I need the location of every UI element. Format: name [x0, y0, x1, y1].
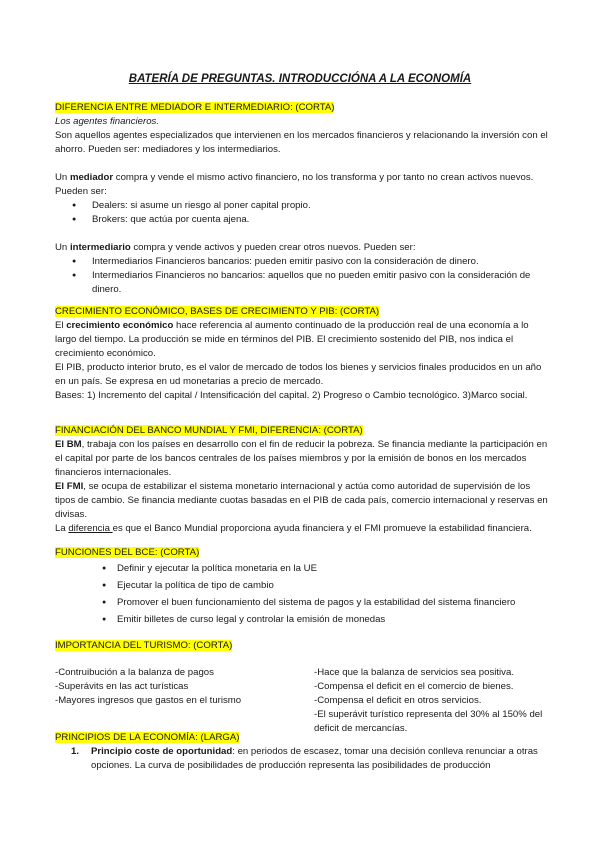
list-item: ● Brokers: que actúa por cuenta ajena.	[55, 213, 550, 227]
turismo-right-column	[314, 666, 554, 736]
paragraph: El crecimiento económico hace referencia al aumento continuado de la producción real de una economía a lo largo del tiempo. La producción se mide en términos del PIB. El crecimiento sostenido del PIB, nos indica el crecimiento económico.	[55, 320, 529, 359]
turismo-left-column	[55, 666, 305, 708]
section-heading: DIFERENCIA ENTRE MEDIADOR E INTERMEDIARIO: (CORTA)	[55, 102, 335, 113]
list-item: ● Ejecutar la política de tipo de cambio	[117, 577, 547, 594]
principles-list	[55, 745, 550, 773]
paragraph-mediador: Un mediador compra y vende el mismo activo financiero, no los transforma y por tanto no crean activos nuevos. Pueden ser:	[55, 172, 534, 197]
section-heading: FUNCIONES DEL BCE: (CORTA)	[55, 547, 200, 558]
section-heading: FINANCIACIÓN DEL BANCO MUNDIAL Y FMI, DIFERENCIA: (CORTA)	[55, 425, 363, 436]
list-item: -Superávits en las act turísticas	[55, 681, 189, 692]
section-heading: PRINCIPIOS DE LA ECONOMÍA: (LARGA)	[55, 732, 240, 743]
paragraph: Son aquellos agentes especializados que intervienen en los mercados financieros y relacionando la inversión con el ahorro. Pueden ser: mediadores y los intermediarios.	[55, 130, 548, 155]
list-item: ● Intermediarios Financieros bancarios: pueden emitir pasivo con la consideración de dinero.	[55, 255, 550, 269]
intermediario-list	[55, 255, 550, 297]
section-funciones-bce	[55, 546, 550, 560]
list-item: -Hace que la balanza de servicios sea positiva.	[314, 667, 514, 678]
section-subtitle: Los agentes financieros.	[55, 116, 159, 127]
paragraph-diferencia: La diferencia es que el Banco Mundial proporciona ayuda financiera y el FMI promueve la estabilidad financiera.	[55, 523, 532, 534]
section-financiacion	[55, 424, 550, 536]
section-heading: IMPORTANCIA DEL TURISMO: (CORTA)	[55, 640, 233, 651]
list-item: -Mayores ingresos que gastos en el turismo	[55, 695, 242, 706]
bce-functions-list-wrap	[117, 560, 547, 628]
paragraph-fmi: El FMI, se ocupa de estabilizar el sistema monetario internacional y actúa como autoridad de supervisión de los tipos de cambio. Se financia mediante cuotas basadas en el PIB de cada país, comercio internacional y reservas en divisas.	[55, 481, 548, 520]
list-item: ● Promover el buen funcionamiento del sistema de pagos y la estabilidad del sistema financiero	[117, 594, 547, 611]
list-item: -Compensa el deficit en otros servicios.	[314, 695, 482, 706]
document-title: BATERÍA DE PREGUNTAS. INTRODUCCIÓNA A LA ECONOMÍA	[128, 73, 472, 85]
list-item: ● Definir y ejecutar la política monetaria en la UE	[117, 560, 547, 577]
list-item: -Compensa el deficit en el comercio de bienes.	[314, 681, 514, 692]
bce-functions-list	[117, 560, 547, 628]
list-item: 1. Principio coste de oportunidad: en periodos de escasez, tomar una decisión conlleva renunciar a otras opciones. La curva de posibilidades de producción representa las posibilidades de producción	[71, 746, 538, 771]
paragraph: El PIB, producto interior bruto, es el valor de mercado de todos los bienes y servicios finales producidos en un año en un país. Se expresa en ud monetarias a precio de mercado.	[55, 362, 542, 387]
section-mediador-intermediario	[55, 101, 550, 297]
mediador-list	[55, 199, 550, 227]
section-turismo	[55, 639, 550, 653]
list-item: -Contruibución a la balanza de pagos	[55, 667, 214, 678]
section-heading: CRECIMIENTO ECONÓMICO, BASES DE CRECIMIENTO Y PIB: (CORTA)	[55, 306, 380, 317]
paragraph-intermediario: Un intermediario compra y vende activos y pueden crear otros nuevos. Pueden ser:	[55, 242, 416, 253]
paragraph: Bases: 1) Incremento del capital / Intensificación del capital. 2) Progreso o Cambio tecnológico. 3)Marco social.	[55, 390, 528, 401]
section-crecimiento	[55, 305, 550, 403]
list-item: ● Emitir billetes de curso legal y controlar la emisión de monedas	[117, 611, 547, 628]
paragraph-bm: El BM, trabaja con los países en desarrollo con el fin de reducir la pobreza. Se financia mediante la participación en el capital por parte de los bancos centrales de los países miembros y por la emisión de bonos en los mercados financieros internacionales.	[55, 439, 548, 478]
list-item: ● Intermediarios Financieros no bancarios: aquellos que no pueden emitir pasivo con la consideración de dinero.	[55, 269, 550, 297]
list-item: -El superávit turístico representa del 30% al 150% del deficit de mercancías.	[314, 709, 543, 734]
section-principios	[55, 731, 550, 773]
list-item: ● Dealers: si asume un riesgo al poner capital propio.	[55, 199, 550, 213]
